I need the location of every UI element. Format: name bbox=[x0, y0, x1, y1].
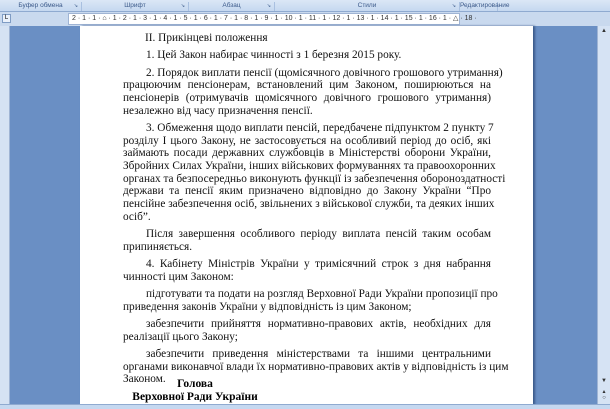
dialog-launcher-icon[interactable]: ↘ bbox=[180, 3, 185, 9]
status-bar bbox=[0, 404, 610, 409]
group-label: Стили bbox=[357, 2, 377, 9]
ribbon-group-font bbox=[82, 2, 189, 11]
dialog-launcher-icon[interactable]: ↘ bbox=[73, 3, 78, 9]
signature-block bbox=[95, 378, 295, 404]
dialog-launcher-icon[interactable]: ↘ bbox=[266, 3, 271, 9]
group-label: Буфер обмена bbox=[18, 2, 63, 9]
paragraph bbox=[123, 318, 491, 343]
ruler-marks: 2 · 1 · 1 · ⌂ · 1 · 2 · 1 · 3 · 1 · 4 · 1 · 5 · 1 · 6 · 1 · 7 · 1 · 8 · 1 · 9 · 1 · 10 · 1 · 11 · 1 · 12 · 1 · 13 · 1 · 14 · 1 · 15 · 1 · 16 · 1 · △ · 18 · bbox=[72, 15, 477, 22]
signature-title: Голова bbox=[177, 378, 213, 390]
scroll-up-icon[interactable]: ▲ bbox=[601, 28, 607, 34]
paragraph bbox=[123, 287, 498, 313]
text-line: 1. Цей Закон набирає чинності з 1 березня 2015 року. bbox=[146, 49, 402, 62]
paragraph bbox=[123, 228, 491, 253]
text-line: підготувати та подати на розгляд Верховної Ради України пропозиції про bbox=[146, 287, 498, 300]
scroll-down-icon[interactable]: ▼ bbox=[601, 378, 607, 384]
paragraph bbox=[123, 66, 503, 118]
browse-object-icon[interactable]: ○ bbox=[602, 395, 606, 401]
text-line: незалежно від часу призначення пенсії. bbox=[123, 104, 313, 117]
text-line: Після завершення особливого періоду виплата пенсій таким особам bbox=[146, 228, 491, 240]
text-line: Збройних Силах України, інших військових формуваннях та правоохоронних bbox=[123, 159, 496, 172]
text-line: держави та пенсії яким призначено відповідно до Закону України “Про bbox=[123, 185, 491, 198]
paragraph bbox=[123, 121, 506, 224]
paragraph bbox=[123, 49, 491, 62]
text-line: пенсіонерів (отримувачів щомісячного довічного грошового утримання) bbox=[123, 91, 491, 104]
dialog-launcher-icon[interactable]: ↘ bbox=[451, 3, 456, 9]
vertical-ruler[interactable] bbox=[0, 26, 10, 404]
text-line: приведення законів України у відповідність із цим Законом; bbox=[123, 300, 412, 313]
text-line: 3. Обмеження щодо виплати пенсій, передбачене підпунктом 2 пункту 7 bbox=[146, 121, 494, 134]
text-line: розділу I цього Закону, не застосовується на особливий період до осіб, які bbox=[123, 134, 491, 147]
text-line: забезпечити приведення міністерствами та іншими центральними bbox=[146, 347, 491, 360]
group-label: Редактирование bbox=[460, 2, 510, 9]
ruler-bar bbox=[0, 12, 610, 26]
group-label: Абзац bbox=[222, 2, 241, 9]
signature-org: Верховної Ради України bbox=[132, 391, 258, 403]
text-line: органами виконавчої влади їх нормативно-правових актів у відповідність із цим bbox=[123, 360, 509, 373]
ribbon-group-clipboard bbox=[0, 2, 82, 11]
text-line: займають посади державних службовців в Міністерстві оборони України, bbox=[123, 147, 491, 160]
text-line: пенсійне забезпечення осіб, звільнених з військової служби, та деяких інших bbox=[123, 198, 495, 211]
paragraph bbox=[123, 258, 491, 283]
text-line: чинності цим Законом: bbox=[123, 270, 234, 283]
previous-page-icon[interactable]: ▴ bbox=[602, 389, 606, 395]
text-line: II. Прикінцеві положення bbox=[145, 32, 268, 44]
ribbon-group-editing bbox=[460, 2, 510, 11]
text-line: осіб”. bbox=[123, 210, 151, 223]
horizontal-ruler[interactable] bbox=[68, 13, 477, 25]
text-line: реалізації цього Закону; bbox=[123, 330, 238, 343]
text-line: 2. Порядок виплати пенсії (щомісячного довічного грошового утримання) bbox=[146, 66, 503, 79]
text-line: забезпечити прийняття нормативно-правових актів, необхідних для bbox=[146, 317, 491, 330]
group-label: Шрифт bbox=[124, 2, 146, 9]
ribbon-group-paragraph bbox=[189, 2, 275, 11]
tab-selector-icon[interactable]: L bbox=[2, 14, 11, 23]
text-line: припиняється. bbox=[123, 240, 193, 253]
text-line: працюючим пенсіонерам, встановлений цим Законом, поширюються на bbox=[123, 79, 491, 92]
paragraph bbox=[123, 32, 491, 45]
text-line: органах та безпосередньо виконують функції із забезпечення обороноздатності bbox=[123, 172, 506, 185]
text-line: Законом. bbox=[123, 373, 166, 386]
document-body[interactable] bbox=[123, 32, 509, 391]
text-line: 4. Кабінету Міністрів України у тримісячний строк з дня набрання bbox=[146, 257, 491, 270]
vertical-scrollbar[interactable] bbox=[597, 26, 610, 405]
ribbon-group-styles bbox=[275, 2, 460, 11]
document-page[interactable] bbox=[80, 26, 533, 405]
ribbon-group-labels bbox=[0, 0, 610, 12]
